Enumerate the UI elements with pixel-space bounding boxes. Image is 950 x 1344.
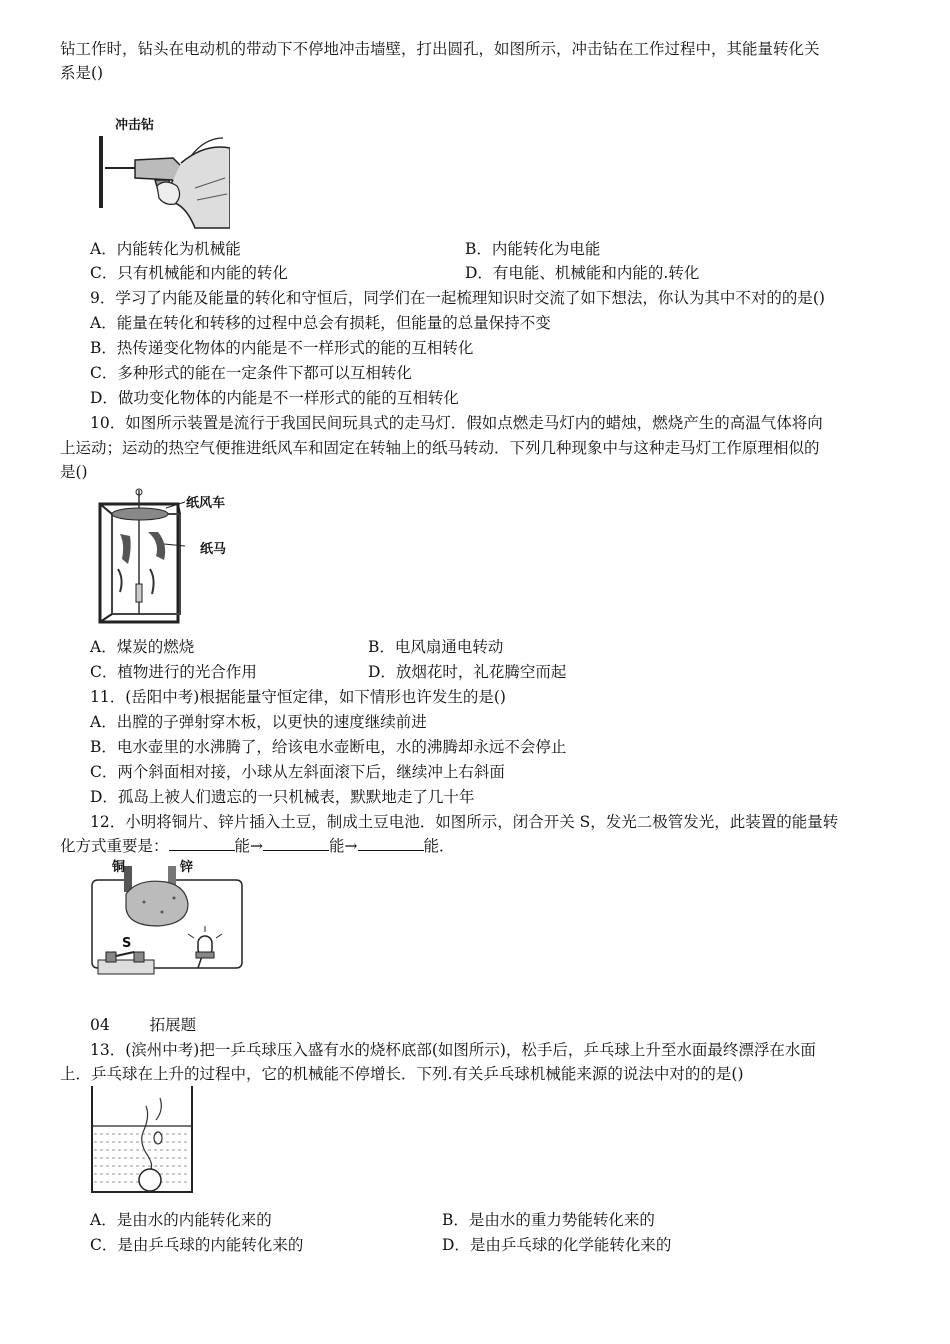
q12-stem-line2 (60, 835, 455, 857)
q8-option-b: B．内能转化为电能 (465, 240, 601, 258)
q12-text-c: 能→ (329, 837, 358, 855)
figure-label-copper: 铜 (112, 860, 126, 875)
q12-stem-line1: 12．小明将铜片、锌片插入土豆，制成土豆电池．如图所示，闭合开关 S，发光二极管发光，此装置的能量转 (90, 813, 839, 831)
q11-option-c: C．两个斜面相对接，小球从左斜面滚下后，继续冲上右斜面 (90, 763, 505, 781)
q13-option-d: D．是由乒乓球的化学能转化来的 (442, 1236, 672, 1254)
q12-text-d: 能． (423, 837, 455, 855)
q13-option-a: A．是由水的内能转化来的 (90, 1211, 272, 1229)
q8-stem-line1: 钻工作时，钻头在电动机的带动下不停地冲击墙壁，打出圆孔，如图所示，冲击钻在工作过程中，其能量转化关 (60, 40, 820, 58)
q10-stem-line1: 10．如图所示装置是流行于我国民间玩具式的走马灯．假如点燃走马灯内的蜡烛，燃烧产生的高温气体将向 (90, 414, 823, 432)
q10-stem-line2: 上运动；运动的热空气便推进纸风车和固定在转轴上的纸马转动．下列几种现象中与这种走马灯工作原理相似的 (60, 439, 820, 457)
q9-option-d: D．做功变化物体的内能是不一样形式的能的互相转化 (90, 389, 459, 407)
q12-text-a: 化方式重要是： (60, 837, 169, 855)
q13-option-c: C．是由乒乓球的内能转化来的 (90, 1236, 304, 1254)
q9-option-a: A．能量在转化和转移的过程中总会有损耗，但能量的总量保持不变 (90, 314, 551, 332)
q13-stem-line2: 上．乒乓球在上升的过程中，它的机械能不停增长．下列.有关乒乓球机械能来源的说法中对的的是() (60, 1065, 744, 1083)
q9-option-b: B．热传递变化物体的内能是不一样形式的能的互相转化 (90, 339, 474, 357)
q12-blank-3[interactable] (358, 836, 424, 851)
q9-option-c: C．多种形式的能在一定条件下都可以互相转化 (90, 364, 412, 382)
figure-label-drill: 冲击钻 (115, 118, 155, 133)
figure-label-paper-horse: 纸马 (200, 542, 227, 557)
q11-stem: 11．(岳阳中考)根据能量守恒定律，如下情形也许发生的是() (90, 688, 506, 706)
figure-label-paper-windmill: 纸风车 (186, 496, 226, 511)
q10-option-d: D．放烟花时，礼花腾空而起 (368, 663, 567, 681)
q10-option-c: C．植物进行的光合作用 (90, 663, 257, 681)
q10-stem-line3: 是() (60, 463, 88, 481)
q10-option-b: B．电风扇通电转动 (368, 638, 504, 656)
figure-label-switch: S (122, 936, 132, 951)
q8-option-d: D．有电能、机械能和内能的.转化 (465, 264, 700, 282)
figure-revolving-lantern (90, 484, 290, 634)
q12-blank-1[interactable] (169, 836, 235, 851)
q12-text-b: 能→ (234, 837, 264, 855)
figure-beaker-pingpong (88, 1086, 198, 1196)
section-heading (90, 1014, 196, 1036)
q12-blank-2[interactable] (263, 836, 329, 851)
q11-option-b: B．电水壶里的水沸腾了，给该电水壶断电，水的沸腾却永远不会停止 (90, 738, 567, 756)
q11-option-d: D．孤岛上被人们遗忘的一只机械表，默默地走了几十年 (90, 788, 475, 806)
section-title: 拓展题 (149, 1016, 197, 1034)
q8-option-c: C．只有机械能和内能的转化 (90, 264, 288, 282)
q8-stem-line2: 系是() (60, 64, 104, 82)
q11-option-a: A．出膛的子弹射穿木板，以更快的速度继续前进 (90, 713, 427, 731)
q13-option-b: B．是由水的重力势能转化来的 (442, 1211, 655, 1229)
figure-label-zinc: 锌 (180, 860, 194, 875)
figure-potato-battery (88, 856, 248, 986)
q10-option-a: A．煤炭的燃烧 (90, 638, 195, 656)
section-number: 04 (90, 1016, 110, 1034)
figure-impact-drill (95, 108, 230, 233)
q8-option-a: A．内能转化为机械能 (90, 240, 241, 258)
q9-stem: 9．学习了内能及能量的转化和守恒后，同学们在一起梳理知识时交流了如下想法，你认为其中不对的的是() (90, 289, 825, 307)
q13-stem-line1: 13．(滨州中考)把一乒乓球压入盛有水的烧杯底部(如图所示)，松手后，乒乓球上升至水面最终漂浮在水面 (90, 1041, 816, 1059)
